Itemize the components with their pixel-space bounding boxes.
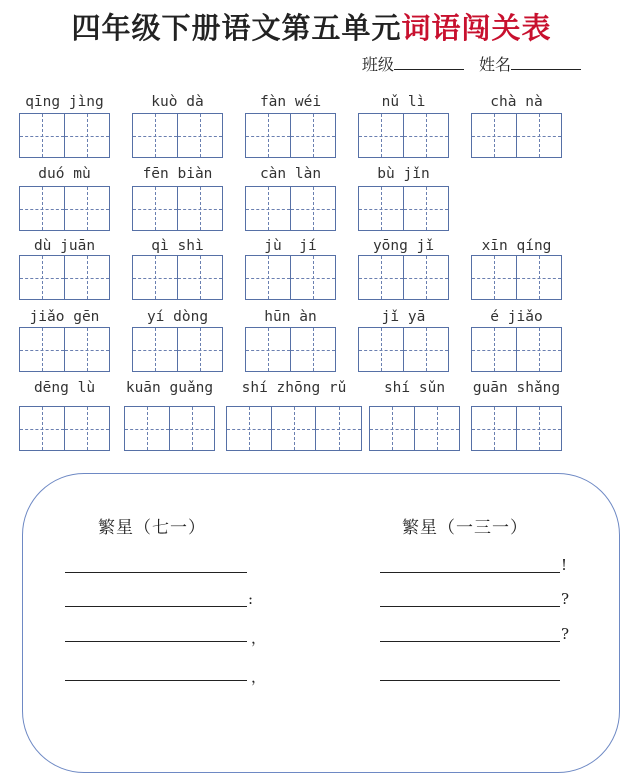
tianzige-cell[interactable] <box>272 407 317 450</box>
pinyin-label: fàn wéi <box>259 94 322 110</box>
tianzige-cell[interactable] <box>133 256 178 299</box>
name-field[interactable] <box>511 55 581 70</box>
character-writing-grid[interactable] <box>19 327 110 372</box>
tianzige-cell[interactable] <box>65 407 110 450</box>
tianzige-cell[interactable] <box>133 114 178 157</box>
title-main: 四年级下册语文第五单元 <box>71 11 402 45</box>
worksheet-title <box>0 6 623 47</box>
tianzige-cell[interactable] <box>125 407 170 450</box>
tianzige-cell[interactable] <box>20 114 65 157</box>
tianzige-cell[interactable] <box>472 328 517 371</box>
pinyin-label: nǔ lì <box>381 94 426 110</box>
answer-line[interactable] <box>380 664 560 681</box>
character-writing-grid[interactable] <box>132 327 223 372</box>
pinyin-label: é jiǎo <box>490 309 543 325</box>
character-writing-grid[interactable] <box>19 406 110 451</box>
character-writing-grid[interactable] <box>132 113 223 158</box>
character-writing-grid[interactable] <box>358 327 449 372</box>
character-writing-grid[interactable] <box>19 255 110 300</box>
tianzige-cell[interactable] <box>517 114 562 157</box>
character-writing-grid[interactable] <box>245 327 336 372</box>
tianzige-cell[interactable] <box>415 407 460 450</box>
pinyin-label: qīng jìng <box>25 94 104 110</box>
character-writing-grid[interactable] <box>358 186 449 231</box>
answer-line[interactable] <box>65 556 247 573</box>
line-punctuation: ， <box>251 629 267 647</box>
pinyin-label: yí dòng <box>146 309 209 325</box>
pinyin-label: dēng lù <box>33 380 96 396</box>
title-highlight: 词语闯关表 <box>401 11 552 45</box>
character-writing-grid[interactable] <box>19 113 110 158</box>
character-writing-grid[interactable] <box>226 406 362 451</box>
character-writing-grid[interactable] <box>471 255 562 300</box>
line-punctuation: ! <box>561 556 568 574</box>
pinyin-label: yōng jǐ <box>372 238 435 254</box>
line-punctuation: : <box>248 590 254 608</box>
name-label: 姓名 <box>478 55 511 74</box>
tianzige-cell[interactable] <box>359 187 404 230</box>
character-writing-grid[interactable] <box>471 113 562 158</box>
character-writing-grid[interactable] <box>358 113 449 158</box>
tianzige-cell[interactable] <box>472 407 517 450</box>
tianzige-cell[interactable] <box>246 187 291 230</box>
tianzige-cell[interactable] <box>20 256 65 299</box>
tianzige-cell[interactable] <box>472 114 517 157</box>
tianzige-cell[interactable] <box>359 256 404 299</box>
pinyin-label: duó mù <box>38 166 91 182</box>
tianzige-cell[interactable] <box>246 256 291 299</box>
tianzige-cell[interactable] <box>404 187 449 230</box>
pinyin-label: jiǎo gēn <box>29 309 100 325</box>
tianzige-cell[interactable] <box>359 328 404 371</box>
tianzige-cell[interactable] <box>291 114 336 157</box>
character-writing-grid[interactable] <box>19 186 110 231</box>
tianzige-cell[interactable] <box>291 187 336 230</box>
line-punctuation: ? <box>561 590 570 608</box>
character-writing-grid[interactable] <box>358 255 449 300</box>
character-writing-grid[interactable] <box>369 406 460 451</box>
pinyin-label: fēn biàn <box>142 166 213 182</box>
tianzige-cell[interactable] <box>65 328 110 371</box>
tianzige-cell[interactable] <box>178 328 223 371</box>
tianzige-cell[interactable] <box>133 187 178 230</box>
character-writing-grid[interactable] <box>132 186 223 231</box>
line-punctuation: ， <box>251 668 267 686</box>
poem-title: 繁星（七一） <box>98 518 206 538</box>
pinyin-label: kuān guǎng <box>125 380 214 396</box>
character-writing-grid[interactable] <box>245 113 336 158</box>
pinyin-label: bù jǐn <box>377 166 430 182</box>
tianzige-cell[interactable] <box>20 328 65 371</box>
pinyin-label: jǐ yā <box>381 309 426 325</box>
tianzige-cell[interactable] <box>291 328 336 371</box>
pinyin-label: qì shì <box>151 238 204 254</box>
answer-line[interactable] <box>65 590 247 607</box>
tianzige-cell[interactable] <box>65 256 110 299</box>
tianzige-cell[interactable] <box>170 407 215 450</box>
tianzige-cell[interactable] <box>178 187 223 230</box>
tianzige-cell[interactable] <box>178 114 223 157</box>
tianzige-cell[interactable] <box>404 114 449 157</box>
answer-line[interactable] <box>380 590 560 607</box>
character-writing-grid[interactable] <box>471 327 562 372</box>
tianzige-cell[interactable] <box>359 114 404 157</box>
pinyin-label: dù juān <box>33 238 96 254</box>
tianzige-cell[interactable] <box>404 328 449 371</box>
tianzige-cell[interactable] <box>517 256 562 299</box>
tianzige-cell[interactable] <box>316 407 361 450</box>
pinyin-label: kuò dà <box>151 94 204 110</box>
answer-line[interactable] <box>65 664 247 681</box>
poem-title: 繁星（一三一） <box>402 518 528 538</box>
pinyin-label: shí zhōng rǔ <box>241 380 347 396</box>
pinyin-label: xīn qíng <box>481 238 552 254</box>
tianzige-cell[interactable] <box>246 114 291 157</box>
tianzige-cell[interactable] <box>65 114 110 157</box>
tianzige-cell[interactable] <box>20 187 65 230</box>
student-info <box>362 52 591 75</box>
answer-line[interactable] <box>380 625 560 642</box>
pinyin-label: guān shǎng <box>472 380 561 396</box>
pinyin-label: jù jí <box>264 238 317 254</box>
character-writing-grid[interactable] <box>245 255 336 300</box>
character-writing-grid[interactable] <box>132 255 223 300</box>
answer-line[interactable] <box>380 556 560 573</box>
tianzige-cell[interactable] <box>133 328 178 371</box>
tianzige-cell[interactable] <box>246 328 291 371</box>
character-writing-grid[interactable] <box>124 406 215 451</box>
answer-line[interactable] <box>65 625 247 642</box>
tianzige-cell[interactable] <box>178 256 223 299</box>
character-writing-grid[interactable] <box>245 186 336 231</box>
pinyin-label: hūn àn <box>264 309 317 325</box>
tianzige-cell[interactable] <box>65 187 110 230</box>
pinyin-label: chà nà <box>490 94 543 110</box>
tianzige-cell[interactable] <box>291 256 336 299</box>
tianzige-cell[interactable] <box>20 407 65 450</box>
pinyin-label: càn làn <box>259 166 322 182</box>
tianzige-cell[interactable] <box>517 407 562 450</box>
tianzige-cell[interactable] <box>227 407 272 450</box>
tianzige-cell[interactable] <box>370 407 415 450</box>
tianzige-cell[interactable] <box>404 256 449 299</box>
class-label: 班级 <box>361 55 394 74</box>
class-field[interactable] <box>394 55 464 70</box>
tianzige-cell[interactable] <box>517 328 562 371</box>
character-writing-grid[interactable] <box>471 406 562 451</box>
tianzige-cell[interactable] <box>472 256 517 299</box>
line-punctuation: ? <box>561 625 570 643</box>
pinyin-label: shí sǔn <box>383 380 446 396</box>
